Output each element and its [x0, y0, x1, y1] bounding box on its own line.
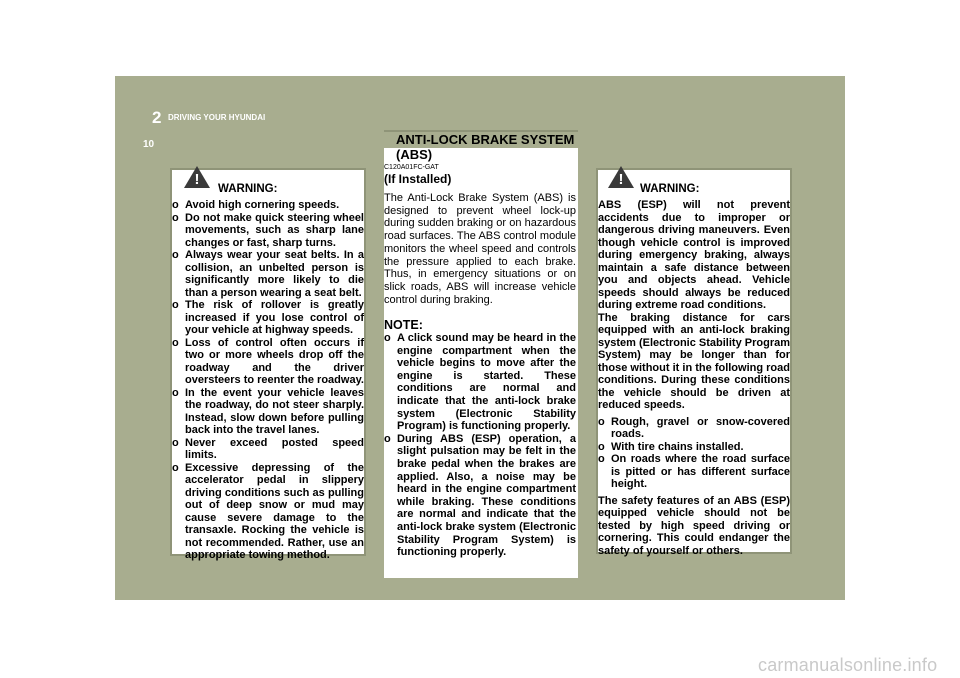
bullet: o: [384, 432, 391, 445]
warning-paragraph: ABS (ESP) will not prevent accidents due to improper or dangerous driving maneuvers. Even though vehicle control is improved during emergency braking, always maintain a safe distance between you and objects ahead. Vehicle speeds should always be reduced during extreme road conditions.: [598, 199, 790, 311]
bullet: o: [598, 415, 605, 428]
section-title: ANTI-LOCK BRAKE SYSTEM (ABS): [396, 132, 575, 162]
exclamation-icon: !: [194, 171, 200, 188]
list-item-text: Excessive depressing of the accelerator pedal in slippery driving conditions such as pulling out of deep snow or mud may cause severe damage to the transaxle. Rocking the vehicle is not recommended. Rather, use an appropriate towing method.: [185, 461, 364, 561]
list-item-text: Do not make quick steering wheel movements, such as sharp lane changes or fast, sharp turns.: [185, 211, 364, 249]
watermark: carmanualsonline.info: [758, 655, 938, 675]
bullet: o: [172, 249, 179, 261]
list-item: [172, 212, 364, 250]
list-item: [172, 387, 364, 437]
list-item-text: The risk of rollover is greatly increased if you lose control of your vehicle at highway speeds.: [185, 299, 364, 336]
bullet: o: [172, 386, 179, 399]
warning-paragraph: The safety features of an ABS (ESP) equipped vehicle should not be tested by high speed driving or cornering. This could endanger the safety of yourself or others.: [598, 494, 790, 557]
bullet: o: [172, 461, 179, 474]
left-warning-list: [170, 199, 366, 562]
note-list: [384, 332, 576, 559]
list-item-text: On roads where the road surface is pitted or has different surface height.: [611, 453, 790, 490]
list-item: [172, 337, 364, 387]
section-subtitle: (If Installed): [384, 172, 452, 186]
left-warning-panel: [170, 168, 366, 561]
list-item-text: During ABS (ESP) operation, a slight pulsation may be felt in the brake pedal when the brakes are applied. Also, a noise may be heard in the engine compartment while braking. These conditions are normal and indicate that the anti-lock brake system (Electronic Stability Program System) is functioning properly.: [397, 432, 576, 559]
right-warning-panel: [596, 168, 792, 557]
list-item-text: In the event your vehicle leaves the roadway, do not steer sharply. Instead, slow down before pulling back into the travel lanes.: [185, 386, 364, 436]
list-item-text: A click sound may be heard in the engine compartment when the vehicle begins to move after the engine is started. These conditions are normal and indicate that the anti-lock brake system (Electronic Stability Program) is functioning properly.: [397, 332, 576, 433]
list-item: [598, 453, 790, 491]
list-item: [172, 249, 364, 299]
bullet: o: [384, 332, 391, 344]
section-intro: The Anti-Lock Brake System (ABS) is designed to prevent wheel lock-up during sudden braking or on hazardous road surfaces. The ABS control module monitors the wheel speed and controls the pressure applied to each brake. Thus, in emergency situations or on slick roads, ABS will increase vehicle control during braking.: [384, 192, 576, 306]
warning-paragraph: The braking distance for cars equipped with an anti-lock braking system (Electronic Stability Program System) may be longer than for those without it in the following road conditions. During these conditions the vehicle should be driven at reduced speeds.: [598, 311, 790, 411]
list-item-text: Never exceed posted speed limits.: [185, 436, 364, 461]
left-warning-title: WARNING:: [218, 183, 278, 195]
note-title: NOTE:: [384, 318, 423, 332]
list-item-text: Loss of control often occurs if two or more wheels drop off the roadway and the driver oversteers to reenter the roadway.: [185, 336, 364, 386]
list-item-text: Rough, gravel or snow-covered roads.: [611, 415, 790, 440]
bullet: o: [172, 336, 179, 349]
section-code: C120A01FC-GAT: [384, 164, 439, 171]
list-item: [384, 332, 576, 433]
right-warning-title: WARNING:: [640, 183, 700, 195]
list-item: [384, 433, 576, 559]
list-item: [598, 441, 790, 454]
list-item: [172, 199, 364, 212]
bullet: o: [598, 440, 605, 453]
right-warning-body: [596, 199, 792, 557]
list-item: [598, 416, 790, 441]
list-item: [172, 299, 364, 337]
exclamation-icon: !: [618, 171, 624, 188]
bullet: o: [598, 453, 605, 465]
bullet: o: [172, 299, 179, 311]
bullet: o: [172, 436, 179, 449]
chapter-number: 2: [152, 108, 162, 127]
list-item: [172, 462, 364, 562]
bullet: o: [172, 211, 179, 224]
page-number: 10: [143, 139, 155, 150]
list-item: [172, 437, 364, 462]
chapter-title: DRIVING YOUR HYUNDAI: [168, 113, 266, 122]
list-item-text: With tire chains installed.: [611, 440, 744, 453]
list-item-text: Always wear your seat belts. In a collision, an unbelted person is significantly more likely to die than a person wearing a seat belt.: [185, 249, 364, 299]
bullet: o: [172, 199, 179, 211]
list-item-text: Avoid high cornering speeds.: [185, 199, 340, 211]
